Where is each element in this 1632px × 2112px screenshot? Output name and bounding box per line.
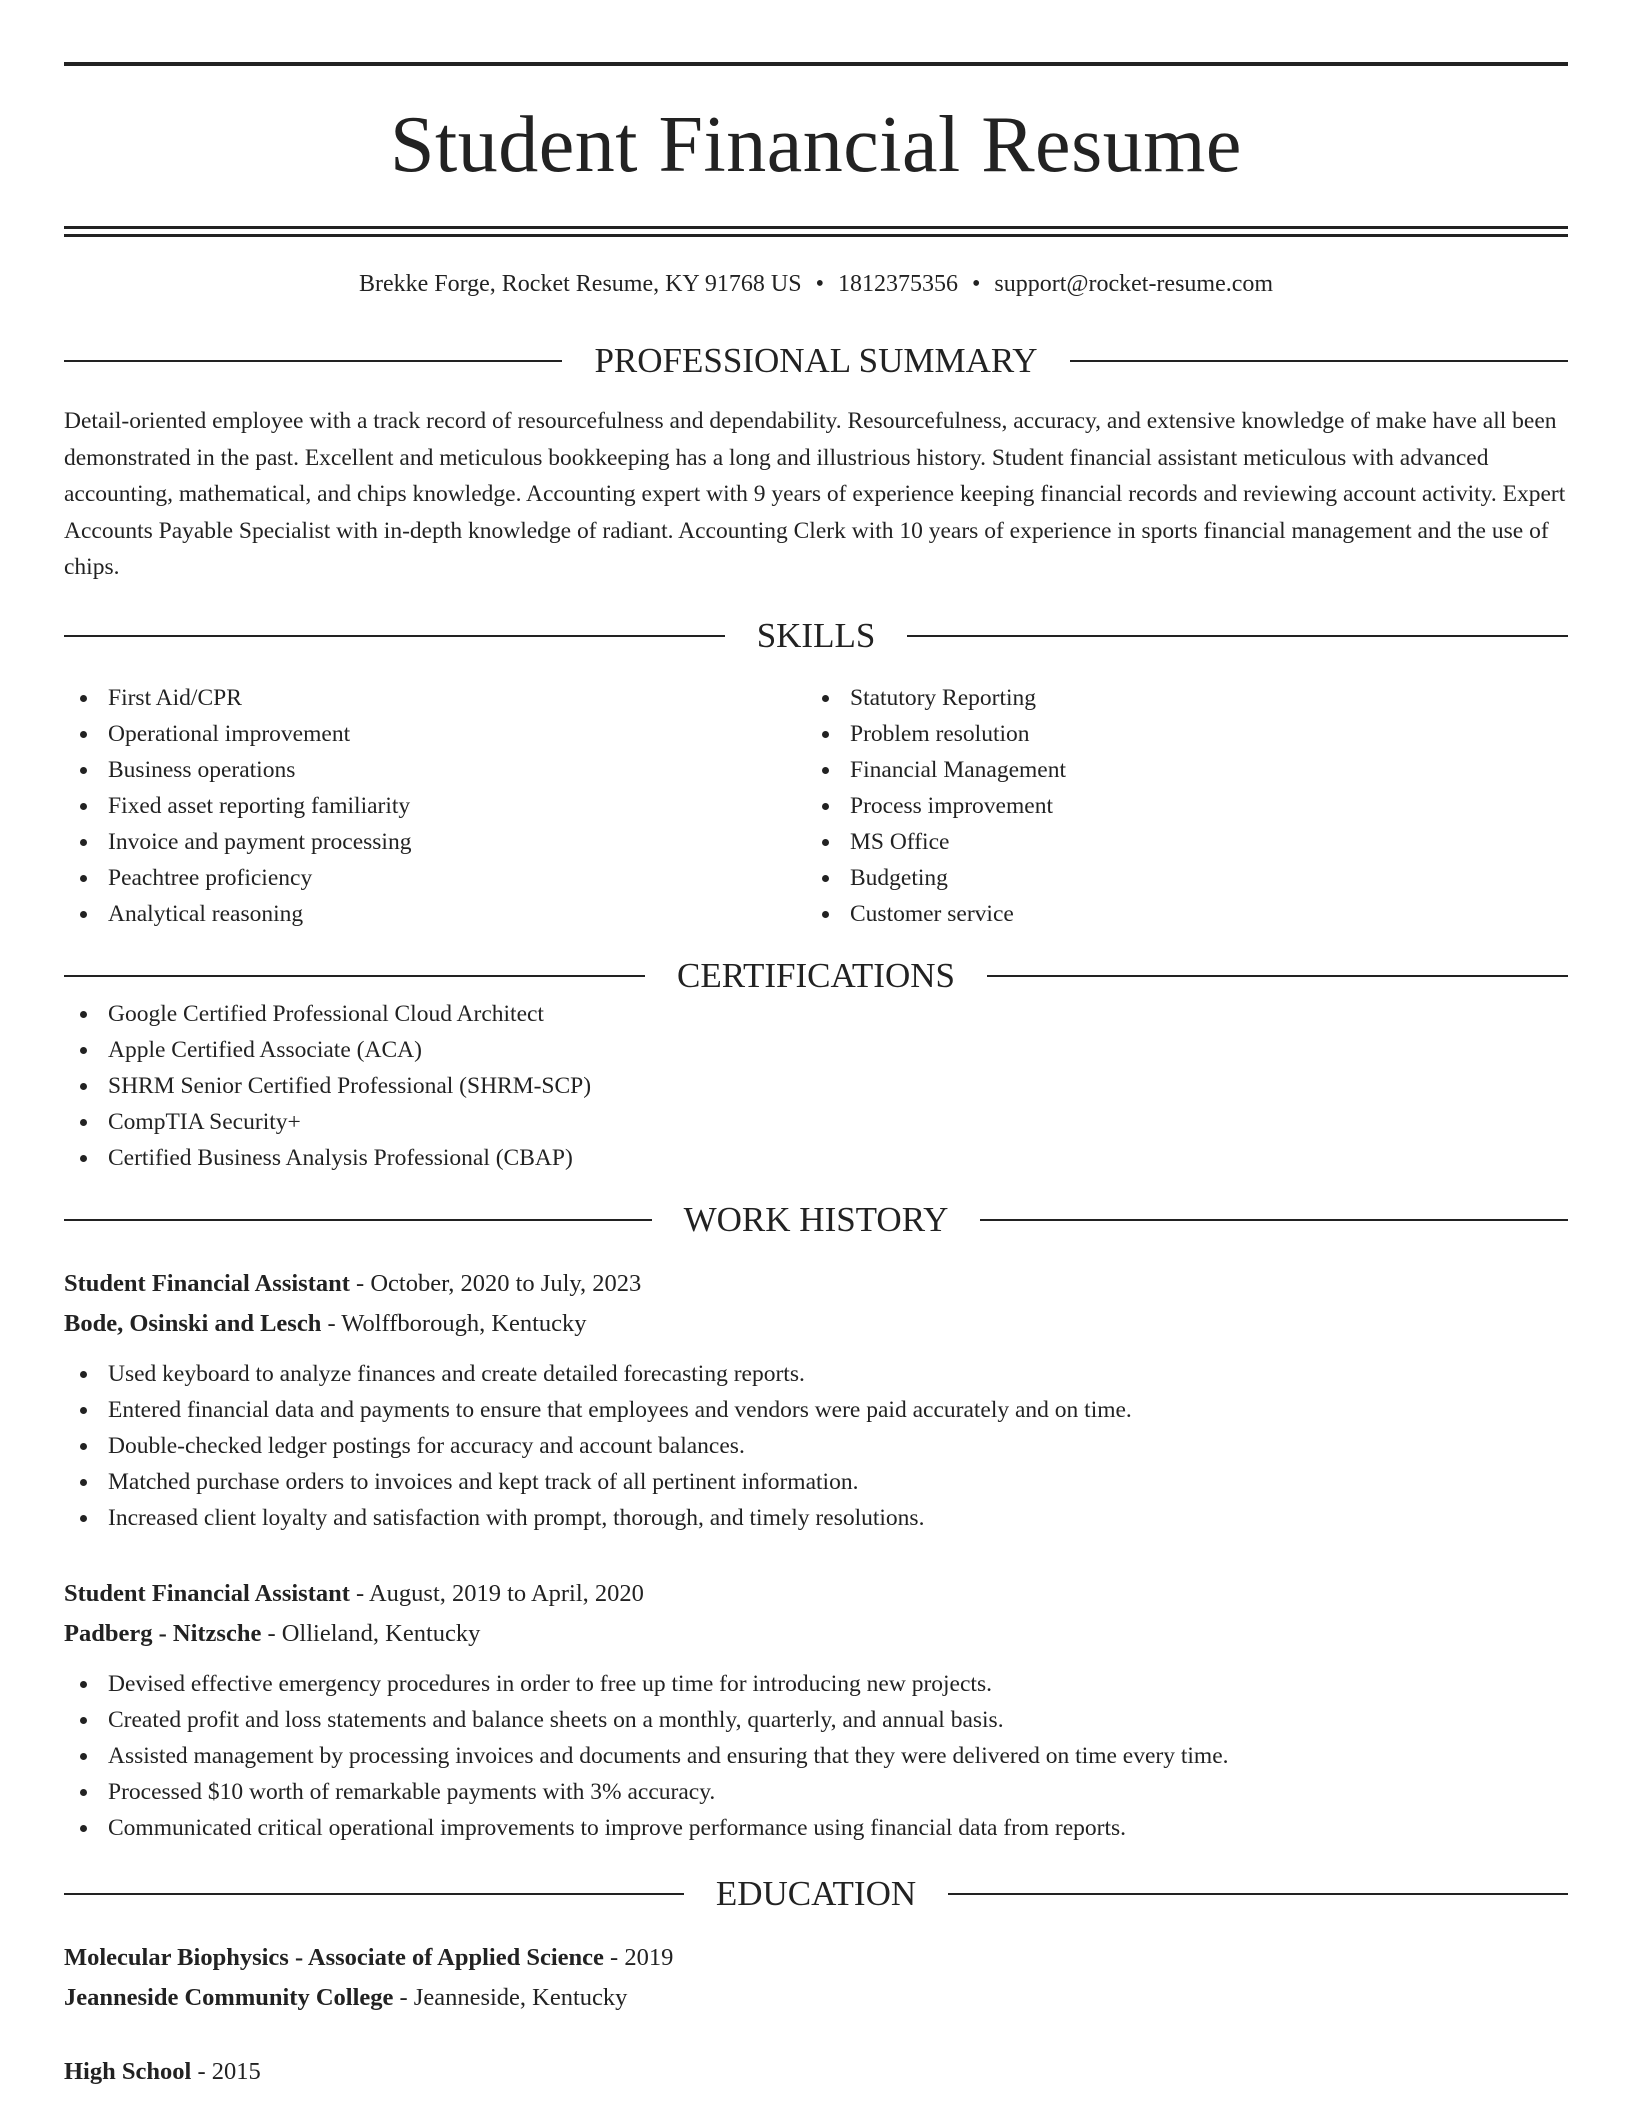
job-title: Student Financial Assistant <box>64 1269 350 1297</box>
skill-item: First Aid/CPR <box>64 680 806 716</box>
job-bullet: Communicated critical operational improvements to improve performance using financial data from reports. <box>64 1810 1568 1846</box>
job-dates: - October, 2020 to July, 2023 <box>349 1269 642 1297</box>
divider-line <box>64 1219 652 1221</box>
skill-item: Peachtree proficiency <box>64 860 806 896</box>
job-bullets <box>64 1666 1568 1846</box>
job-location: - Ollieland, Kentucky <box>261 1619 481 1647</box>
certification-item: Certified Business Analysis Professional (CBAP) <box>64 1140 1568 1176</box>
job-company: Padberg - Nitzsche <box>64 1619 262 1647</box>
education-entry <box>64 1938 1568 2018</box>
education-year: - 2015 <box>191 2057 261 2085</box>
skill-item: Statutory Reporting <box>806 680 1568 716</box>
job-bullet: Devised effective emergency procedures in order to free up time for introducing new projects. <box>64 1666 1568 1702</box>
summary-text: Detail-oriented employee with a track record of resourcefulness and dependability. Resourcefulness, accuracy, and extensive knowledge of make have all been demonstrated in the past. Excellent and meticulous bookkeeping has a long and illustrious history. Student financial assistant meticulous with advanced accounting, mathematical, and chips knowledge. Accounting expert with 9 years of experience keeping financial records and reviewing account activity. Expert Accounts Payable Specialist with in-depth knowledge of radiant. Accounting Clerk with 10 years of experience in sports financial management and the use of chips. <box>64 408 1566 580</box>
job-bullets <box>64 1356 1568 1536</box>
job-bullet: Assisted management by processing invoices and documents and ensuring that they were delivered on time every time. <box>64 1738 1568 1774</box>
education-degree: Molecular Biophysics - Associate of Applied Science <box>64 1943 604 1971</box>
top-rule <box>64 62 1568 66</box>
skill-item: Financial Management <box>806 752 1568 788</box>
job-bullet: Processed $10 worth of remarkable payments with 3% accuracy. <box>64 1774 1568 1810</box>
section-header-skills <box>64 616 1568 656</box>
section-title-summary: PROFESSIONAL SUMMARY <box>594 341 1038 380</box>
skill-item: Problem resolution <box>806 716 1568 752</box>
certification-item: CompTIA Security+ <box>64 1104 1568 1140</box>
section-title-skills: SKILLS <box>756 615 876 655</box>
skill-item: MS Office <box>806 824 1568 860</box>
job-bullet: Increased client loyalty and satisfaction with prompt, thorough, and timely resolutions. <box>64 1500 1568 1536</box>
job-company-line <box>64 1614 1568 1654</box>
divider-line <box>64 360 562 362</box>
education-location: - Jeanneside, Kentucky <box>393 1983 628 2011</box>
section-title-work-history: WORK HISTORY <box>683 1199 949 1239</box>
skill-item: Fixed asset reporting familiarity <box>64 788 806 824</box>
skill-item: Invoice and payment processing <box>64 824 806 860</box>
divider-line <box>1070 360 1568 362</box>
divider-line <box>907 635 1568 637</box>
skill-item: Analytical reasoning <box>64 896 806 932</box>
job-title-line <box>64 1574 1568 1614</box>
certification-item: Apple Certified Associate (ACA) <box>64 1032 1568 1068</box>
job-dates: - August, 2019 to April, 2020 <box>349 1579 644 1607</box>
section-header-work-history <box>64 1200 1568 1240</box>
education-school-line <box>64 1978 1568 2018</box>
job-bullet: Used keyboard to analyze finances and create detailed forecasting reports. <box>64 1356 1568 1392</box>
skill-item: Operational improvement <box>64 716 806 752</box>
skills-column-right <box>806 680 1568 932</box>
divider-line <box>948 1893 1568 1895</box>
education-school: Jeanneside Community College <box>64 1983 394 2011</box>
divider-line <box>980 1219 1568 1221</box>
resume-page <box>64 62 1568 2092</box>
education-year: - 2019 <box>603 1943 674 1971</box>
job-company: Bode, Osinski and Lesch <box>64 1309 322 1337</box>
skill-item: Budgeting <box>806 860 1568 896</box>
job-bullet: Entered financial data and payments to ensure that employees and vendors were paid accurately and on time. <box>64 1392 1568 1428</box>
divider-line <box>64 1893 684 1895</box>
job-bullet: Double-checked ledger postings for accuracy and account balances. <box>64 1428 1568 1464</box>
contact-line <box>64 269 1568 299</box>
skill-item: Business operations <box>64 752 806 788</box>
skill-item: Process improvement <box>806 788 1568 824</box>
job-location: - Wolffborough, Kentucky <box>321 1309 587 1337</box>
skill-item: Customer service <box>806 896 1568 932</box>
title-double-rule <box>64 226 1568 237</box>
skills-column-left <box>64 680 806 932</box>
divider-line <box>64 975 645 977</box>
section-title-education: EDUCATION <box>715 1873 917 1913</box>
education-entry <box>64 2052 1568 2092</box>
education-degree-line <box>64 1938 1568 1978</box>
job-bullet: Matched purchase orders to invoices and kept track of all pertinent information. <box>64 1464 1568 1500</box>
education-degree-line <box>64 2052 1568 2092</box>
job-company-line <box>64 1304 1568 1344</box>
divider-line <box>64 635 725 637</box>
certification-item: Google Certified Professional Cloud Architect <box>64 996 1568 1032</box>
job-entry <box>64 1574 1568 1846</box>
job-title-line <box>64 1264 1568 1304</box>
job-entry <box>64 1264 1568 1536</box>
certification-item: SHRM Senior Certified Professional (SHRM-SCP) <box>64 1068 1568 1104</box>
skills-list <box>64 680 1568 932</box>
section-title-certifications: CERTIFICATIONS <box>677 955 955 995</box>
job-title: Student Financial Assistant <box>64 1579 350 1607</box>
education-degree: High School <box>64 2057 192 2085</box>
contact-phone: 1812375356 <box>837 271 958 297</box>
divider-line <box>987 975 1568 977</box>
job-bullet: Created profit and loss statements and balance sheets on a monthly, quarterly, and annual basis. <box>64 1702 1568 1738</box>
contact-email[interactable]: support@rocket-resume.com <box>994 271 1274 297</box>
contact-separator: • <box>815 271 824 297</box>
certifications-list <box>64 996 1568 1176</box>
resume-title: Student Financial Resume <box>390 101 1242 189</box>
contact-separator: • <box>971 271 981 297</box>
section-header-education <box>64 1874 1568 1914</box>
section-header-summary <box>64 341 1568 381</box>
section-header-certifications <box>64 956 1568 996</box>
contact-address: Brekke Forge, Rocket Resume, KY 91768 US <box>358 271 802 297</box>
